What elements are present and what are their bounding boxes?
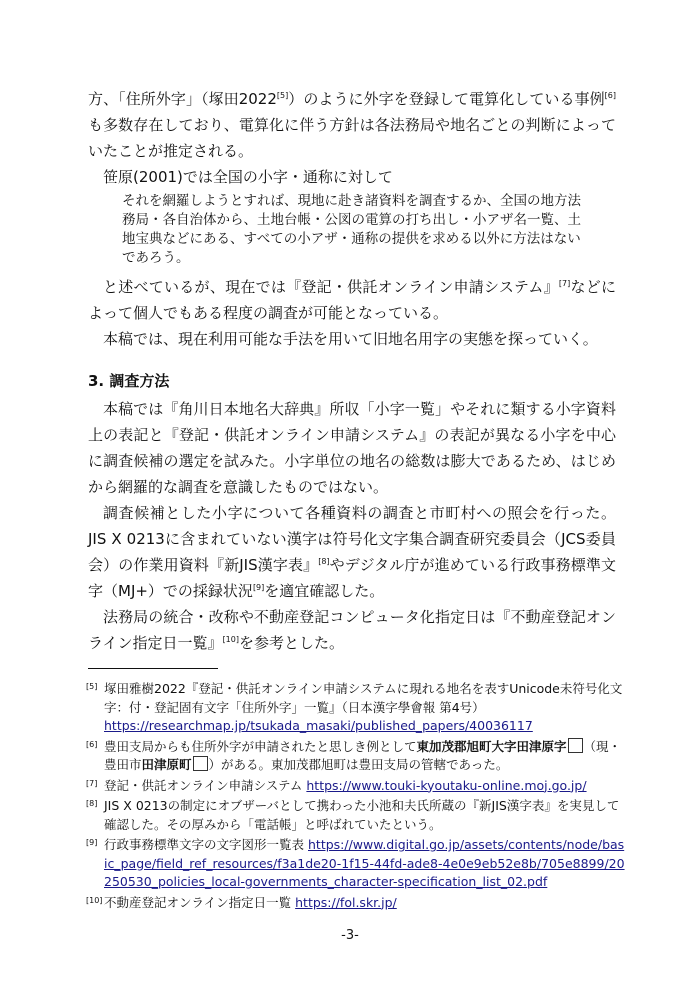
ref-5: [5] — [276, 91, 289, 100]
footnote-body — [104, 680, 626, 736]
paragraph-7 — [88, 604, 616, 656]
footnote-bold-place: 田津原町 — [141, 757, 192, 772]
footnote-body — [104, 738, 626, 775]
ref-7: [7] — [558, 279, 571, 288]
paragraph-6-part-a: 調査候補とした小字について各種資料の調査と市町村への照会を行った。JIS X 0213に含まれていない漢字は符号化文字集合調査研究委員会（JCS委員会）の作業用資料『新JIS漢字表』 — [88, 504, 616, 574]
footnotes — [86, 680, 626, 914]
footnote-text: 塚田雅樹2022『登記・供託オンライン申請システムに現れる地名を表すUnicode未符号化文字：付・登記固有文字「住所外字」一覧』（日本漢字學會報 第4号） — [104, 681, 623, 715]
ref-6: [6] — [604, 91, 616, 100]
section-heading: 3. 調査方法 — [88, 372, 170, 390]
footnote-bold-place: 東加茂郡旭町大字田津原字 — [416, 738, 567, 754]
footnote-8 — [86, 797, 626, 834]
footnote-body: JIS X 0213の制定にオブザーバとして携わった小池和夫氏所蔵の『新JIS漢字表』を実見して確認した。その厚みから「電話帳」と呼ばれていたという。 — [104, 798, 620, 832]
footnote-7 — [86, 777, 626, 796]
footnote-mark: [9] — [86, 838, 98, 847]
paragraph-2: 笹原(2001)では全国の小字・通称に対して — [103, 168, 393, 186]
footnote-text: 豊田支局からも住所外字が申請されたと思しき例として — [104, 738, 417, 754]
footnote-link[interactable]: https://fol.skr.jp/ — [295, 894, 397, 910]
footnote-text: （現・豊田市 — [104, 738, 622, 772]
main-text — [88, 86, 616, 656]
paragraph-6-part-c: を適宜確認した。 — [264, 582, 385, 600]
footnote-text: 登記・供託オンライン申請システム — [104, 777, 303, 793]
ref-9: [9] — [252, 583, 265, 592]
footnote-10 — [86, 894, 626, 913]
paragraph-7-part-a: 法務局の統合・改称や不動産登記コンピュータ化指定日は『不動産登記オンライン指定日一覧』 — [88, 608, 616, 652]
footnote-mark: [7] — [86, 778, 98, 788]
paragraph-1 — [88, 86, 616, 164]
footnote-text: ）がある。東加茂郡旭町は豊田支局の管轄であった。 — [208, 757, 509, 772]
paragraph-6-part-b: やデジタル庁が進めている行政事務標準文字（MJ+）での採録状況 — [88, 556, 616, 600]
footnote-mark: [5] — [86, 682, 98, 691]
paragraph-3 — [88, 274, 616, 326]
footnote-mark: [10] — [86, 895, 103, 905]
footnote-link[interactable]: https://www.touki-kyoutaku-online.moj.go.jp/ — [306, 777, 587, 793]
paragraph-6 — [88, 500, 616, 604]
gaiji-glyph — [568, 738, 583, 753]
footnote-body — [104, 777, 626, 796]
footnote-text: 行政事務標準文字の文字図形一覧表 — [104, 837, 305, 852]
footnote-5 — [86, 680, 626, 736]
paragraph-1-part-c: も多数存在しており、電算化に伴う方針は各法務局や地名ごとの判断によっていたことが推定される。 — [88, 116, 616, 160]
footnote-mark: [8] — [86, 799, 98, 808]
paragraph-1-part-b: ）のように外字を登録して電算化している事例 — [288, 90, 605, 108]
paragraph-1-part-a: 方、「住所外字」（塚田2022 — [88, 90, 277, 108]
footnote-9 — [86, 836, 626, 892]
page-number: -3- — [341, 928, 359, 943]
footnote-6 — [86, 738, 626, 775]
ref-8: [8] — [318, 557, 330, 566]
footnote-body — [104, 894, 626, 913]
paragraph-3-part-b: などによって個人でもある程度の調査が可能となっている。 — [88, 278, 616, 322]
footnote-body — [104, 836, 626, 892]
paragraph-3-part-a: と述べているが、現在では『登記・供託オンライン申請システム』 — [103, 278, 559, 296]
ref-10: [10] — [222, 635, 239, 644]
footnote-link[interactable]: https://researchmap.jp/tsukada_masaki/published_papers/40036117 — [104, 718, 533, 733]
footnote-mark: [6] — [86, 739, 98, 749]
footnote-link[interactable]: https://www.digital.go.jp/assets/contents/node/basic_page/field_ref_resources/f3a1de20-1f15-44fd-ade8-4e0e9eb52e8b/705e8899/20250530_policies_local-governments_character-specification_list_02.pdf — [104, 837, 625, 889]
paragraph-7-part-b: を参考とした。 — [238, 634, 344, 652]
footnote-divider — [88, 668, 218, 669]
gaiji-glyph — [193, 756, 208, 771]
footnote-text: 不動産登記オンライン指定日一覧 — [104, 894, 292, 910]
block-quote: それを網羅しようとすれば、現地に赴き諸資料を調査するか、全国の地方法務局・各自治体から、土地台帳・公図の電算の打ち出し・小アザ名一覧、土地宝典などにある、すべての小アザ・通称の提供を求める以外に方法はないであろう。 — [122, 193, 581, 266]
paragraph-4: 本稿では、現在利用可能な手法を用いて旧地名用字の実態を探っていく。 — [103, 330, 598, 348]
paragraph-5: 本稿では『角川日本地名大辞典』所収「小字一覧」やそれに類する小字資料上の表記と『登記・供託オンライン申請システム』の表記が異なる小字を中心に調査候補の選定を試みた。小字単位の地名の総数は膨大であるため、はじめから網羅的な調査を意識したものではない。 — [88, 400, 616, 496]
